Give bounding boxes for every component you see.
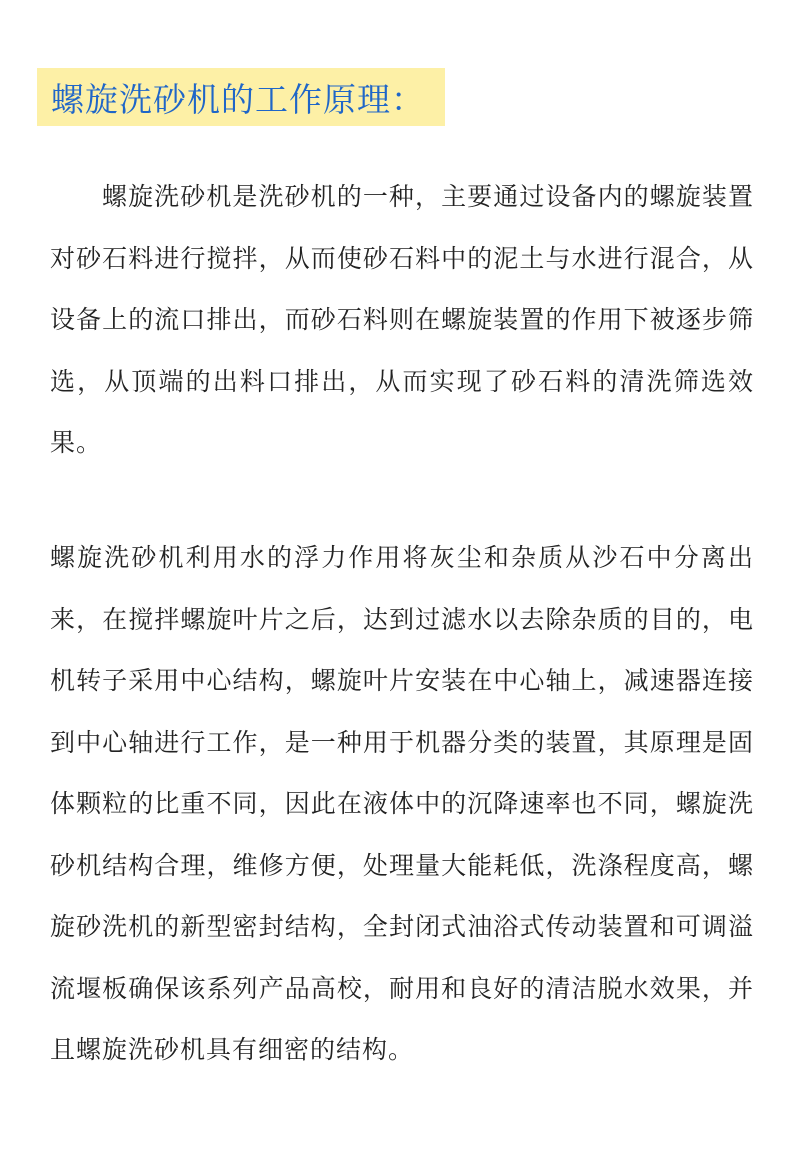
paragraph-principle: 螺旋洗砂机利用水的浮力作用将灰尘和杂质从沙石中分离出来，在搅拌螺旋叶片之后，达到过滤水以去除杂质的目的，电机转子采用中心结构，螺旋叶片安装在中心轴上，减速器连接到中心轴进行工作，是一种用于机器分类的装置，其原理是固体颗粒的比重不同，因此在液体中的沉降速率也不同，螺旋洗砂机结构合理，维修方便，处理量大能耗低，洗涤程度高，螺旋砂洗机的新型密封结构，全封闭式油浴式传动装置和可调溢流堰板确保该系列产品高校，耐用和良好的清洁脱水效果，并且螺旋洗砂机具有细密的结构。 [50, 543, 754, 1064]
page-title: 螺旋洗砂机的工作原理： [51, 79, 425, 119]
paragraph-intro: 螺旋洗砂机是洗砂机的一种，主要通过设备内的螺旋装置对砂石料进行搅拌，从而使砂石料中的泥土与水进行混合，从设备上的流口排出，而砂石料则在螺旋装置的作用下被逐步筛选，从顶端的出料口排出，从而实现了砂石料的清洗筛选效果。 [50, 182, 754, 457]
title-banner [37, 68, 445, 126]
